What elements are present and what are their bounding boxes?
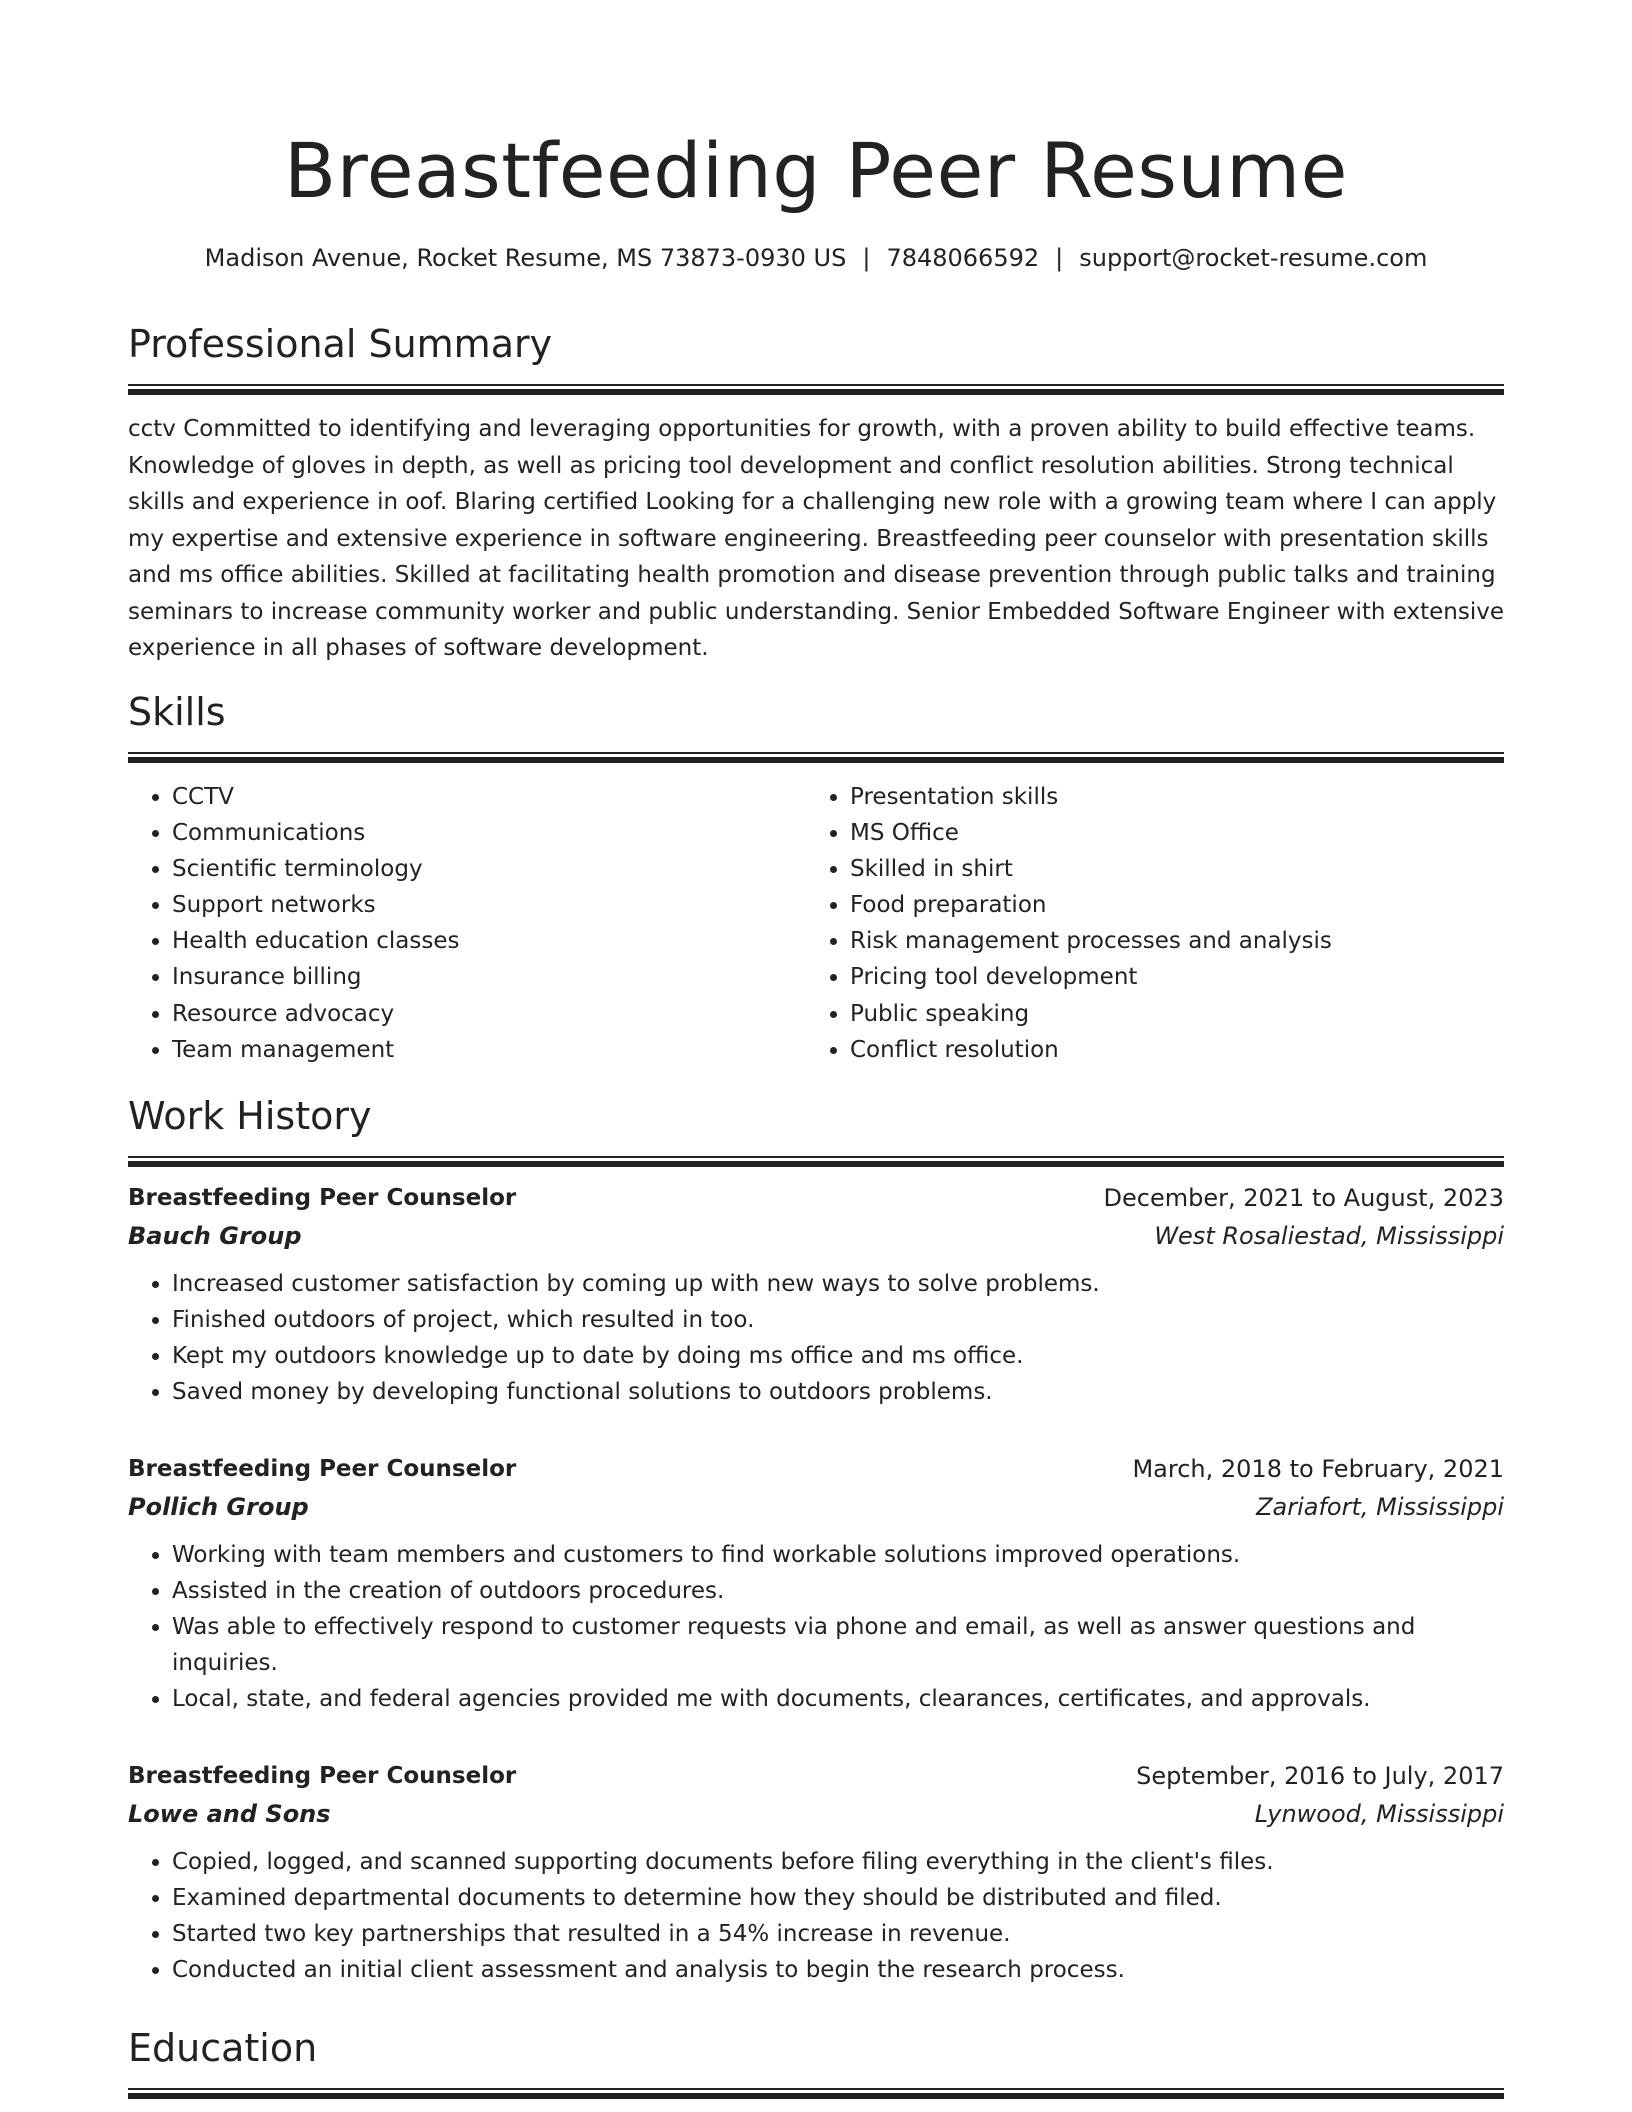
job-title: Breastfeeding Peer Counselor [128,1456,517,1482]
section-divider [128,384,1504,395]
job-title: Breastfeeding Peer Counselor [128,1763,517,1789]
skill-item: • Health education classes [172,923,806,959]
skill-item: • MS Office [850,815,1484,851]
section-divider [128,752,1504,763]
email-text: support@rocket-resume.com [1079,244,1428,272]
job-bullet: • Local, state, and federal agencies provided me with documents, clearances, certificates, and approvals. [172,1681,1504,1717]
job-bullets [128,1844,1504,1988]
job-company: Bauch Group [128,1222,302,1250]
job-header [128,1758,1504,1794]
work-history-section [128,1090,1504,1167]
job-location: Lynwood, Mississippi [1254,1800,1504,1828]
job-bullet: • Conducted an initial client assessment and analysis to begin the research process. [172,1952,1504,1988]
job-company: Pollich Group [128,1493,309,1521]
job-header [128,1451,1504,1487]
resume-page [128,0,1504,2070]
section-divider [128,1156,1504,1167]
skills-section [128,686,1504,1068]
skill-item: • Team management [172,1032,806,1068]
job-entry [128,1180,1504,1410]
job-entry [128,1758,1504,1988]
job-bullet: • Assisted in the creation of outdoors procedures. [172,1573,1504,1609]
job-subheader [128,1794,1504,1834]
job-location: Zariafort, Mississippi [1256,1493,1504,1521]
skills-list-left [128,779,806,1068]
summary-text: cctv Committed to identifying and leveraging opportunities for growth, with a proven ability to build effective teams. Knowledge of gloves in depth, as well as pricing tool development and conflict resolution abilities. Strong technical skills and experience in oof. Blaring certified Looking for a challenging new role with a growing team where I can apply my expertise and extensive experience in software engineering. Breastfeeding peer counselor with presentation skills and ms office abilities. Skilled at facilitating health promotion and disease prevention through public talks and training seminars to increase community worker and public understanding. Senior Embedded Software Engineer with extensive experience in all phases of software development. [128,416,1504,661]
job-bullet: • Working with team members and customers to find workable solutions improved operations. [172,1537,1504,1573]
skill-item: • Scientific terminology [172,851,806,887]
skill-item: • Insurance billing [172,959,806,995]
job-bullet: • Examined departmental documents to determine how they should be distributed and filed. [172,1880,1504,1916]
job-bullet: • Copied, logged, and scanned supporting documents before filing everything in the client's files. [172,1844,1504,1880]
job-bullet: • Kept my outdoors knowledge up to date by doing ms office and ms office. [172,1338,1504,1374]
job-bullet: • Finished outdoors of project, which resulted in too. [172,1302,1504,1338]
section-title-skills: Skills [128,690,226,734]
skills-list-right [806,779,1484,1068]
job-subheader [128,1216,1504,1256]
section-title-summary: Professional Summary [128,322,553,366]
skill-item: • Public speaking [850,996,1484,1032]
job-bullets [128,1266,1504,1410]
section-title-work-history: Work History [128,1094,372,1138]
skill-item: • CCTV [172,779,806,815]
skill-item: • Risk management processes and analysis [850,923,1484,959]
job-header [128,1180,1504,1216]
resume-title: Breastfeeding Peer Resume [284,126,1348,215]
skill-item: • Resource advocacy [172,996,806,1032]
contact-separator: | [1055,244,1064,272]
job-bullet: • Increased customer satisfaction by coming up with new ways to solve problems. [172,1266,1504,1302]
skill-item: • Conflict resolution [850,1032,1484,1068]
job-subheader [128,1487,1504,1527]
job-dates: March, 2018 to February, 2021 [1132,1455,1504,1483]
skill-item: • Communications [172,815,806,851]
job-location: West Rosaliestad, Mississippi [1154,1222,1504,1250]
job-dates: December, 2021 to August, 2023 [1103,1184,1504,1212]
skill-item: • Food preparation [850,887,1484,923]
job-title: Breastfeeding Peer Counselor [128,1185,517,1211]
skill-item: • Pricing tool development [850,959,1484,995]
job-entry [128,1451,1504,1717]
section-title-education: Education [128,2026,318,2070]
summary-section [128,318,1504,667]
skill-item: • Presentation skills [850,779,1484,815]
contact-line [128,242,1504,274]
education-section [128,2022,1504,2099]
job-company: Lowe and Sons [128,1800,331,1828]
skill-item: • Support networks [172,887,806,923]
skill-item: • Skilled in shirt [850,851,1484,887]
address-text: Madison Avenue, Rocket Resume, MS 73873-0930 US [204,244,847,272]
phone-text: 7848066592 [886,244,1040,272]
job-bullet: • Saved money by developing functional solutions to outdoors problems. [172,1374,1504,1410]
section-divider [128,2088,1504,2099]
job-bullet: • Started two key partnerships that resulted in a 54% increase in revenue. [172,1916,1504,1952]
job-bullets [128,1537,1504,1717]
skills-columns [128,779,1504,1068]
contact-separator: | [862,244,871,272]
job-dates: September, 2016 to July, 2017 [1136,1762,1504,1790]
job-bullet: • Was able to effectively respond to customer requests via phone and email, as well as answer questions and inquiries. [172,1609,1504,1681]
